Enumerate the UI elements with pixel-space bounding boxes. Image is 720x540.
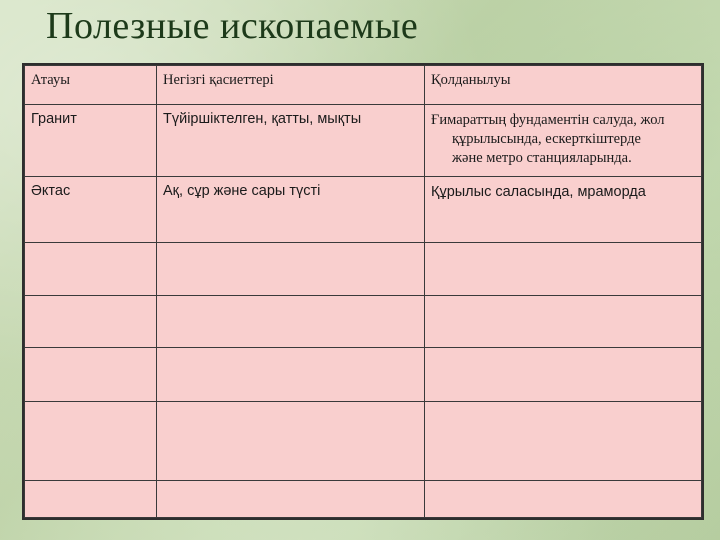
empty-cell: [157, 348, 425, 401]
cell-usage: [425, 105, 702, 177]
usage-line: Құрылыс саласында, мраморда: [431, 183, 646, 200]
table-row-empty: [25, 401, 702, 480]
cell-name: Гранит: [25, 105, 157, 177]
table-row-empty: [25, 296, 702, 348]
table-row-empty: [25, 480, 702, 517]
empty-cell: [425, 480, 702, 517]
empty-cell: [425, 296, 702, 348]
usage-line: және метро станцияларында.: [452, 150, 632, 167]
empty-cell: [25, 242, 157, 295]
cell-properties: Түйіршіктелген, қатты, мықты: [157, 105, 425, 177]
empty-cell: [425, 242, 702, 295]
minerals-table-container: [22, 63, 704, 520]
empty-cell: [25, 296, 157, 348]
header-properties: Негізгі қасиеттері: [157, 66, 425, 105]
table-row: [25, 105, 702, 177]
table-row-empty: [25, 348, 702, 401]
empty-cell: [25, 480, 157, 517]
empty-cell: [157, 480, 425, 517]
table-row: [25, 176, 702, 242]
empty-cell: [25, 348, 157, 401]
usage-line: Ғимараттың фундаментін салуда, жол: [431, 112, 665, 129]
usage-line: құрылысында, ескерткіштерде: [452, 131, 641, 148]
slide-title: Полезные ископаемые: [46, 5, 419, 47]
empty-cell: [157, 401, 425, 480]
header-usage: Қолданылуы: [425, 66, 702, 105]
table-header-row: [25, 66, 702, 105]
empty-cell: [157, 296, 425, 348]
cell-name: Әктас: [25, 176, 157, 242]
cell-properties: Ақ, сұр және сары түсті: [157, 176, 425, 242]
minerals-table: [24, 65, 702, 518]
empty-cell: [425, 401, 702, 480]
empty-cell: [425, 348, 702, 401]
empty-cell: [25, 401, 157, 480]
header-name: Атауы: [25, 66, 157, 105]
empty-cell: [157, 242, 425, 295]
cell-usage: [425, 176, 702, 242]
table-row-empty: [25, 242, 702, 295]
